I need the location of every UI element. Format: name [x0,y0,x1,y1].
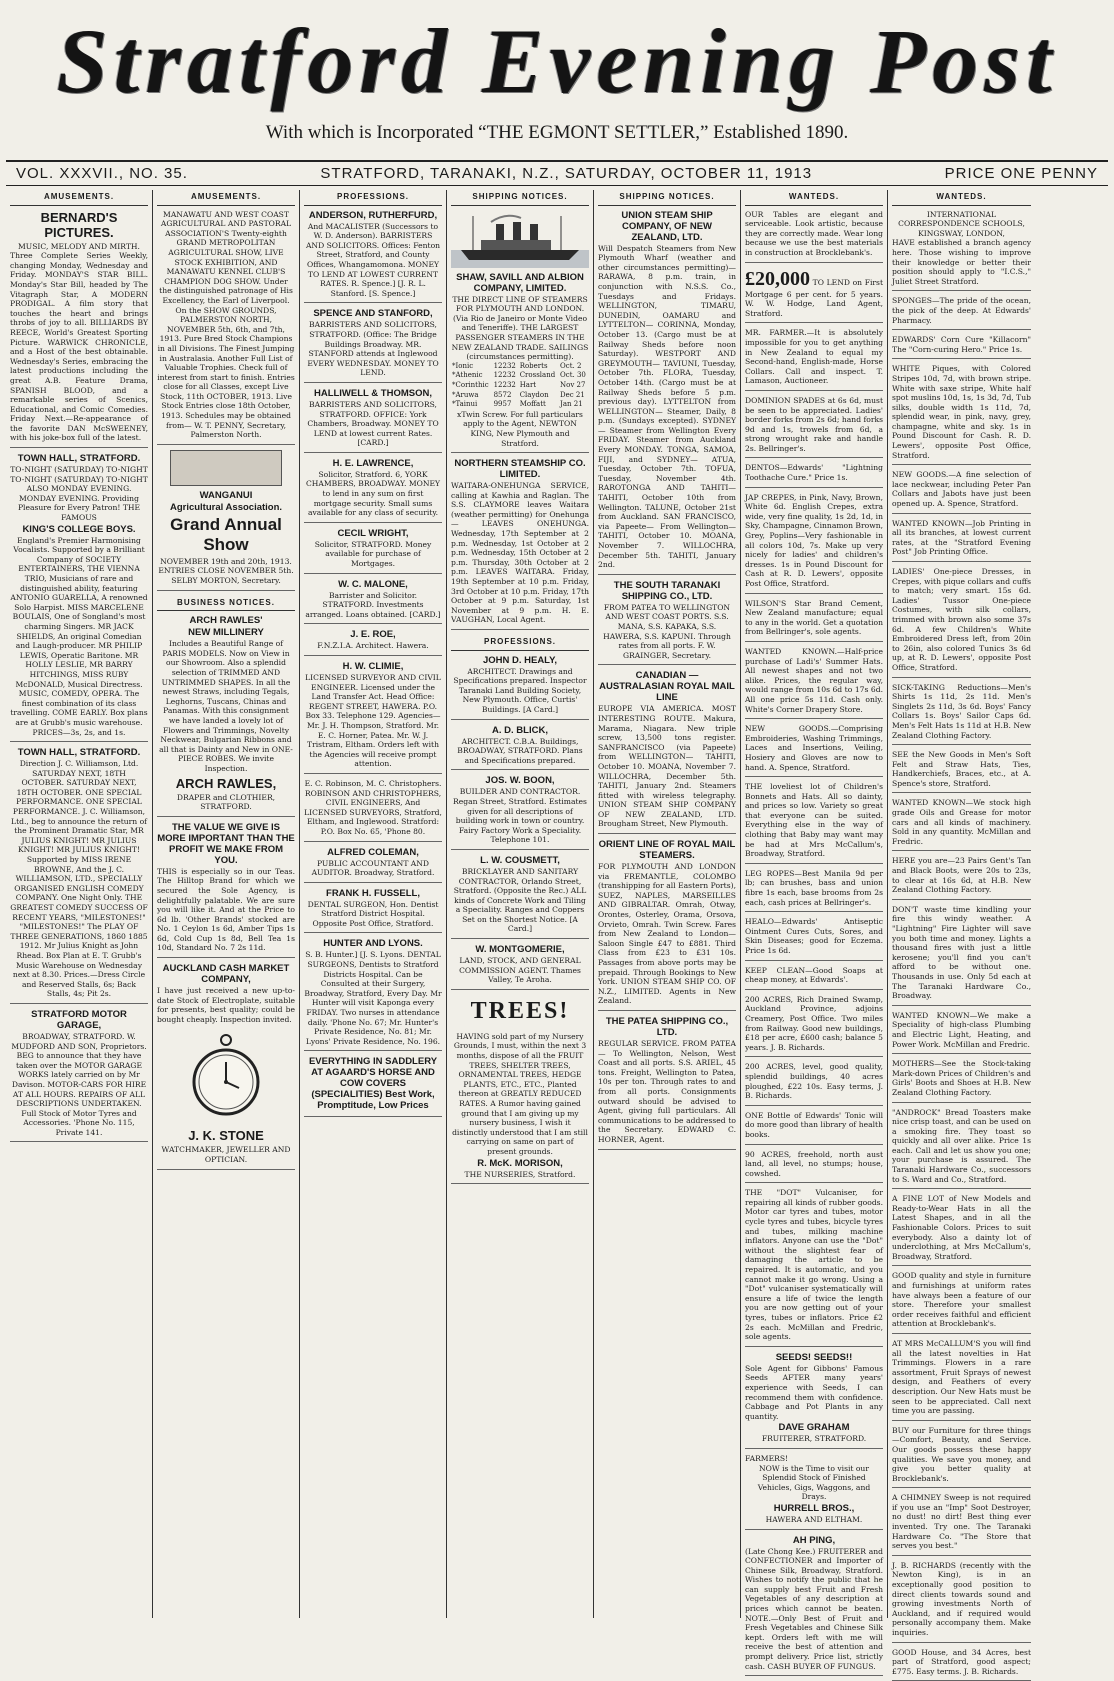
farmer-body: MR. FARMER.—It is absolutely impossible for you to get anything in New Zealand to equal my Second-hand, English-made, Horse Collars. Call and inspect. T. Lamason, Auctioneer. [745,328,883,386]
loan-ad [745,268,883,324]
orient-ad [598,839,736,1011]
bernards-body: Three Complete Series Weekly, changing Monday, Wednesday and Friday. MONDAY'S STAR BILL. Monday's Star Bill, headed by The Vitagraph Star, A MODERN PRODIGAL. A film story that touches the heart and brings throbs of joy to all. BILLIARDS BY REECE, World's Greatest Sporting Picture. WARWICK CHRONICLE, and a Host of the best obtainable. Wednesday's Series, embracing the latest productions including the great A.B. Feature Drama, SPANISH BLOOD, and a remarkable series of Scenics, Educational, and Comic Comedies. Friday Next.—Re-appearance of the favorite DAN McSWEENEY, with his joke-box full of the latest. [10,251,148,443]
printing-ad [892,519,1031,562]
keep-body: KEEP CLEAN—Good Soaps at cheap money, at Edwards'. [745,965,883,985]
auckland-ad [157,963,295,1170]
leg-ropes-ad [745,869,883,912]
saddlery-ad [304,1056,442,1117]
dot-body: THE "DOT" Vulcaniser, for repairing all kinds of rubber goods. Motor car tyres and tubes, motor cycle tyres and tubes, bicycle tyres and tubes, milking machine inflators. Anyone can use the "Dot" without the slightest fear of damaging the article to be repaired. It is automatic, and you cannot make it go wrong. Using a "Dot" vulcaniser systematically will ensure a life of twice the length you are now getting out of your tyres, tubes or inflators. Price £2 2s each. McMillan and Fredric, sole agents. [745,1188,883,1342]
farmers-ad [745,1454,883,1530]
townhall-2-title: TOWN HALL, STRATFORD. [17,747,141,759]
northern-title: NORTHERN STEAMSHIP CO. LIMITED. [454,458,586,481]
loveliest-body: THE loveliest lot of Children's Bonnets and Hats. All so dainty, and prices so low. Variety so great that everyone can be suited. Everything else in the way of clothing that Baby may want may be had at Mrs McCallum's, Broadway, Stratford. [745,782,883,859]
canadian-ad [598,670,736,834]
healy-body: ARCHITECT. Drawings and Specifications prepared. Inspector Taranaki Land Building Society, New Plymouth. Office, Curtis' Buildings. [A Card.] [453,666,587,714]
morison-body: THE NURSERIES, Stratford. [464,1169,576,1179]
ship-tons: 12232 [493,380,516,389]
spence-body: BARRISTERS AND SOLICITORS, STRATFORD. (Office: The Bridge Buildings Broadway. MR. STANFORD attends at Inglewood EVERY WEDNESDAY. MONEY TO LEND. [307,320,439,378]
seeds-body: Sole Agent for Gibbons' Famous Seeds AFTER many years' experience with Seeds, I can recommend them with confidence. Cabbage and Pot Plants in any quantity. [745,1363,883,1421]
halliwell-title: HALLIWELL & THOMSON, [313,387,433,399]
acres90-body: 90 ACRES, freehold, north aust land, all level, no stumps; house, cowshed. [745,1149,883,1178]
cousmett-title: L. W. COUSMETT, [480,854,560,866]
column-6 [741,190,888,1671]
place-date: STRATFORD, TARANAKI, N.Z., SATURDAY, OCTOBER 11, 1913 [320,165,813,182]
kings-college-title: KING'S COLLEGE BOYS. [22,523,136,535]
halliwell-ad [304,388,442,453]
south-taranaki-ad [598,580,736,666]
column-1-head: AMUSEMENTS. [10,190,148,206]
column-5 [594,190,741,1618]
wright-title: CECIL WRIGHT, [337,527,409,539]
dominion-ad [745,396,883,459]
tea-body: THIS is especially so in our Teas. The Hilltop Brand for which we secured the Sole Agency, is delightfully palatable. We are sure you will like it. And at the Price to 6d lb. 'Other Brands' stocked are No. 1 Ceylon 1s 6d, Amber Tips 1s 6d, Cold Cup 1s 8d, Bell Tea 1s 10d, Standard No. 7 2s 11d. [157,866,295,953]
cousmett-ad [451,855,589,939]
seeds-ad [745,1352,883,1449]
malone-title: W. C. MALONE, [338,578,408,590]
climie-body: LICENSED SURVEYOR AND CIVIL ENGINEER. Licensed under the Land Transfer Act. Head Office: REGENT STREET, HAWERA. P.O. Box 33. Telephone 129. Agencies— Mr. J. H. Thompson, Stratford. Mr. E. C. Horner, Patea. Mr. W. J. Tristram, Eltham. Orders left with the Agencies will receive prompt attention. [305,673,441,769]
rawles-title: ARCH RAWLES' [189,615,263,627]
anderson-body: And MACALISTER (Successors to W. D. Anderson). BARRISTERS AND SOLICITORS. Offices: Fenton Street, Stratford, and County Offices, Whangamomona. MONEY TO LEND AT LOWEST CURRENT RATES. R. Spence.] [J. R. L. Stanford. [S. Spence.] [305,221,441,298]
column-5-head: SHIPPING NOTICES. [598,190,736,206]
keep-clean-ad [745,966,883,990]
rawles-body: Includes a Beautiful Range of PARIS MODELS. Now on View in our Showroom. Also a splendid selection of TRIMMED AND UNTRIMMED SHAPES. In all the newest Straws, including Tegals, Leghorns, Tuscans, Chinas and Panamas. With this consignment we have landed a lovely lot of Flowers and Trimmings, Novelty Neckwear, Bulgarian Ribbons and all that is Dainty and New in ONE-PIECE ROBES. We invite Inspection. [159,639,293,773]
leg-body: LEG ROPES—Best Manila 9d per lb; can brushes, bass and union fibre 1s each, base brooms from 2s each, cash prices at Bellringer's. [745,868,883,907]
steamship-illustration [451,210,589,268]
lawrence-ad [304,458,442,523]
mccallum-body: AT MRS McCALLUM'S you will find all the latest novelties in Hat Trimmings. Flowers in a rare assortment, Fruit Sprays of newest design, and Feathers of every description. Our New Hats must be seen to be appreciated. Call next time you are passing. [892,1338,1031,1416]
masthead [0,0,1114,160]
newspaper-title: Stratford Evening Post [56,10,1058,112]
professions-head: PROFESSIONS. [451,635,589,651]
spence-title: SPENCE AND STANFORD, [313,308,433,320]
townhall-1-body: TO-NIGHT (SATURDAY) TO-NIGHT TO-NIGHT (SATURDAY) TO-NIGHT ALSO MONDAY EVENING. MONDAY EVENING. Providing Pleasure for Every Patron! THE FAMOUS [10,465,148,523]
business-notices-head: BUSINESS NOTICES. [157,596,295,612]
farmers-head: FARMERS! [745,1453,789,1463]
value-body: THE VALUE WE GIVE IS MORE IMPORTANT THAN THE PROFIT WE MAKE FROM YOU. [157,821,295,866]
ladies-body: LADIES' One-piece Dresses, in Crepes, with pique collars and cuffs to match; very smart. 15s 6d. Ladies' Tussor One-piece Costumes, with silk collars, trimmed with brown also some 37s 6d. A few Children's White Embroidered Dress left, from 20in to 26in, also colored Tunics 3s 6d up, at R. D. Lewers', opposite Post Office, Stratford. [892,567,1031,672]
garage-body: BROADWAY, STRATFORD. W. MUDFORD AND SON, Proprietors. BEG to announce that they have taken over the MOTOR GARAGE WORKS lately carried on by Mr Davison. MOTOR-CARS FOR HIRE AT ALL HOURS. REPAIRS OF ALL DESCRIPTIONS UNDERTAKEN. Full Stock of Motor Tyres and Accessories. 'Phone No. 115, Private 141. [11,1031,147,1137]
northern-ad [451,458,589,630]
lawrence-body: Solicitor, Stratford. 6, YORK CHAMBERS, BROADWAY. MONEY to lend in any sum on first mortgage security. Small sums available for any class of security. [305,469,441,518]
montgomerie-title: W. MONTGOMERIE, [475,944,565,956]
coleman-ad [304,847,442,883]
quality-body: GOOD quality and style in furniture and furnishings at uniform rates have always been a feature of our store. Therefore your smallest order receives faithful and efficient attention at Brocklebank's. [892,1271,1031,1329]
acres-90-ad [745,1150,883,1184]
bonnets-ad [745,782,883,864]
ship-tons: 9957 [493,400,512,409]
wright-body: Solicitor, STRATFORD. Money available for purchase of Mortgages. [314,539,432,569]
new-goods-ad [745,724,883,777]
ship-name: *Athenic [452,371,483,380]
bernards-title: BERNARD'S PICTURES. [40,209,118,240]
acres-200-ad [745,995,883,1058]
manawatu-body: MANAWATU AND WEST COAST AGRICULTURAL AND PASTORAL ASSOCIATION'S Twenty-eighth GRAND METROPOLITAN AGRICULTURAL SHOW, LIVE STOCK EXHIBITION, AND MANAWATU KENNEL CLUB'S CHAMPION DOG SHOW. Under the distinguished patronage of His Excellency, the Earl of Liverpool. On the SHOW GROUNDS, PALMERSTON NORTH, NOVEMBER 5th, 6th, and 7th, 1913. Pure Bred Stock Champions in all Divisions. The Finest Jumping in Australasia. Another Full List of Valuable Trophies. Check full of interest from start to finish. Entries close for all Classes, except Live Stock, 11th OCTOBER, 1913. Live Stock Entries close 18th October, 1913. Schedules may be obtained from— W. T. PENNY, Secretary, Palmerston North. [157,209,295,440]
wanganui-ad [157,450,295,591]
oils-body: WANTED KNOWN—We stock high grade Oils and Grease for motor cars and all kinds of machinery. Sold in any quantity. McMillan and Fredric. [892,798,1031,846]
sick-body: SICK-TAKING Reductions—Men's Shirts 1s 11d, 2s 11d. Men's Singlets 2s 11d, 3s 6d. Boys' Fancy Collars 1s. Boys' Sailor Caps 6d. Men's Felt Hats 1s 11d at H.B. New Zealand Clothing Factory. [892,682,1031,740]
fussell-ad [304,888,442,934]
hunter-ad [304,938,442,1051]
richards-ad [892,1561,1031,1643]
table-row [451,381,589,391]
sponges-body: SPONGES—The pride of the ocean, the pick of the deep. At Edwards' Pharmacy. [892,296,1031,325]
sponges-ad [892,296,1031,330]
tan-boots-ad [892,856,1031,899]
cousmett-body: BRICKLAYER AND SANITARY CONTRACTOR, Orlando Street, Stratford. (Opposite the Rec.) ALL kinds of Concrete Work and Tiling a Speciality. Ranges and Coppers Set on the Shortest Notice. [A Card.] [453,866,587,934]
union-title: UNION STEAM SHIP COMPANY, OF NEW ZEALAND, LTD. [621,209,713,243]
halliwell-body: BARRISTERS AND SOLICITORS, STRATFORD. OFFICE: York Chambers, Broadway. MONEY TO LEND at lowest current Rates. [CARD.] [307,399,439,448]
orient-title: ORIENT LINE OF ROYAL MAIL STEAMERS. [598,839,736,862]
south-title: THE SOUTH TARANAKI SHIPPING CO., LTD. [613,579,721,602]
richards-body: J. B. RICHARDS (recently with the Newton King), is in an exceptionally good position to direct clients towards sound and growing investments North of Auckland, and if required would personally accompany them. Make inquiries. [892,1560,1031,1637]
androck-ad [892,1108,1031,1190]
dentos-body: DENTOS—Edwards' "Lightning Toothache Cure." Price 1s. [745,463,883,483]
ship-name: *Tainui [452,400,478,409]
healy-title: JOHN D. HEALY, [482,654,558,666]
healo-ad [745,917,883,960]
fine-lot-ad [892,1194,1031,1266]
hunter-body: S. B. Hunter.] [J. S. Lyons. DENTAL SURGEONS, Dentists to Stratford Districts Hospital. Can be Consulted at their Surgery, Broadway, Stratford, Every Day. Mr Hunter will visit Kaponga every FRIDAY. Two nurses in attendance daily. 'Phone No. 67; Mr. Hunter's Private Residence, No. 81; Mr. Lyons' Private Residence, No. 196. [304,950,442,1046]
ship-date: Jan 21 [560,400,583,409]
see-body: SEE the New Goods in Men's Soft Felt and Straw Hats, Ties, Handkerchiefs, Braces, etc., at A. Spence's store, Stratford. [892,750,1031,788]
lace-body: NEW GOODS.—A fine selection of lace neckwear, including Peter Pan Collars and Jabots have just been opened up. A. Spence, Stratford. [892,470,1031,509]
auckland-body: I have just received a new up-to-date Stock of Electroplate, suitable for presents, best quality; could be bought cheaply. Inspection invited. [157,986,295,1024]
wanted-hats-ad [745,647,883,719]
saddlery-body: EVERYTHING IN SADDLERY AT AGAARD'S HORSE AND COW COVERS (SPECIALITIES) Best Work, Promptitude, Low Prices [308,1056,438,1112]
stone-title: J. K. STONE [188,1128,264,1144]
corn-body: EDWARDS' Corn Cure "Killacorn" The "Corn-curing Hero." Price 1s. [892,335,1031,354]
malone-body: Barrister and Solicitor. STRATFORD. Investments arranged. Loans obtained. [CARD.] [305,590,441,619]
column-2 [153,190,300,1618]
shaw-title: SHAW, SAVILL AND ALBION COMPANY, LIMITED. [456,271,584,294]
healo-body: HEALO—Edwards' Antiseptic Ointment Cures Cuts, Sores, and Skin Diseases; good for Eczema. Price 1s 6d. [745,917,883,955]
roe-body: F.N.Z.I.A. Architect. Hawera. [317,641,429,651]
column-4 [447,190,594,1618]
shaw-footer: xTwin Screw. For full particulars apply to the Agent, NEWTON KING, New Plymouth and Stratford. [457,409,583,448]
mothers-body: MOTHERS—See the Stock-taking Mark-down Prices of Children's and Girls' Boots and Shoes at H.B. New Zealand Clothing Factory. [892,1059,1031,1097]
bernards-subtitle: MUSIC, MELODY AND MIRTH. [18,241,140,251]
union-ad [598,210,736,575]
rawles-2-title: ARCH RAWLES, [175,775,277,791]
column-6-head: WANTEDS. [745,190,883,206]
garage-ad [10,1009,148,1143]
column-3 [300,190,447,1618]
mccallum-ad [892,1339,1031,1421]
northern-body: WAITARA-ONEHUNGA SERVICE, calling at Kawhia and Raglan. The S.S. CLAYMORE leaves Waitara (weather permitting) for Onehunga— LEAVES ONEHUNGA. Wednesday, 17th September at 2 p.m. Wednesday, 1st October at 2 p.m. Wednesday, 15th October at 2 p.m. Thursday, 30th October at 2 p.m. LEAVES WAITARA. Friday, 19th September at 10 p.m. Friday, 3rd October at 10 p.m. Friday, 17th October at 9 p.m. Saturday, 1st November at 9 p.m. H. E. VAUGHAN, Local Agent. [451,481,589,625]
roe-ad [304,629,442,656]
union-body: Will Despatch Steamers from New Plymouth Wharf (weather and other circumstances permitting)— RARAWA, 8 p.m. train, in conjunction with N.S.S. Co., Tuesdays and Fridays. WELLINGTON, TIMARU, DUNEDIN, OAMARU and LYTTELTON— CORINNA, Monday, October 13. (Cargo must be at Railway Sheds before noon Saturday). WESTPORT AND GREYMOUTH— TAVIUNI, Tuesday, October 7th. FLORA, Tuesday, October 14th. (Cargo must be at Railway Sheds before 5 p.m. previous day). LYTTELTON from WELLINGTON— Steamer, Daily, 8 p.m. (Sundays excepted). SYDNEY— Steamer from Wellington Every FRIDAY. Steamer from Auckland Every MONDAY. TONGA, SAMOA, FIJI, and SYDNEY— ATUA, Tuesday, October 7th. TOFUA, Tuesday, November 4th. RAROTONGA AND TAHITI— TAHITI, October 10th from Wellington. TALUNE, October 21st from Auckland. SAN FRANCISCO, via Papeete— From Wellington— TAHITI, October 10. MOANA, November 7. WILLOCHRA, December 5th. TAHITI, January 2nd. [598,243,736,570]
ship-tons: 12232 [493,361,516,370]
bernards-ad [10,210,148,448]
boon-title: JOS. W. BOON, [485,775,555,787]
lace-ad [892,470,1031,513]
patea-ad [598,1016,736,1150]
trees-title: TREES! [470,997,570,1024]
montgomerie-body: LAND, STOCK, AND GENERAL COMMISSION AGENT. Thames Valley, Te Aroha. [459,956,581,985]
ship-commander: Roberts [519,361,548,370]
ship-commander: Claydon [519,390,549,399]
rawles-millinery-ad [157,615,295,817]
robinson-ad [304,779,442,842]
quality-ad [892,1271,1031,1334]
boon-body: BUILDER AND CONTRACTOR. Regan Street, Stratford. Estimates given for all descriptions of building work in town or country. Fairy Factory Work a Speciality. Telephone 101. [453,787,587,845]
value-ad [157,822,295,958]
trees-body: HAVING sold part of my Nursery Grounds, I must, within the next 3 months, dispose of all the FRUIT TREES, SHELTER TREES, ORNAMENTAL TREES, HEDGE PLANTS, ETC., ETC., Planted thereon at GREATLY REDUCED RATES. A Rumor having gained ground that I am giving up my nursery business, I wish it distinctly understood that I am still carrying on same on part of present grounds. [452,1031,588,1156]
newspaper-subtitle: With which is Incorporated “THE EGMONT SETTLER,” Established 1890. [265,122,849,143]
orient-body: FOR PLYMOUTH AND LONDON via FREMANTLE, COLOMBO (transhipping for all Eastern Ports), SUEZ, NAPLES, MARSEILLES AND GIBRALTAR. Omrah, Otway, Orontes, Osterley, Orama, Orsova, Orvieto, Omrah. Twin Screw. Fares from New Zealand to London— Saloon Single £47 to £881. Third Class from £23 to £31 10s. Passages from above ports may be prepaid. Through Bookings to New York. UNION STEAM SHIP CO. OF N.Z., LIMITED. Agents in New Zealand. [598,862,736,1006]
fire-body: DON'T waste time kindling your fire this windy weather. A "Lightning" Fire Lighter will save you both time and money. Lights a thousand fires with just a little kerosene; you'll find you can't afford to be without one. Thousands in use. Only 5d each at The Taranaki Hardware Co., Broadway. [892,904,1031,1001]
climie-title: H. W. CLIMIE, [342,661,404,672]
ship-commander: Hart [519,380,537,389]
blick-body: ARCHITECT. C.B.A. Buildings, BROADWAY, STRATFORD. Plans and Specifications prepared. [457,736,583,765]
tables-ad [745,210,883,263]
blick-ad [451,725,589,771]
column-7 [888,190,1035,1676]
bottle-body: ONE Bottle of Edwards' Tonic will do more good than library of health books. [745,1110,883,1139]
patea-title: THE PATEA SHIPPING CO., LTD. [605,1015,729,1038]
mothers-ad [892,1059,1031,1102]
white-piques-ad [892,364,1031,465]
grand-show-title: Grand Annual Show [170,514,282,554]
ship-tons: 12232 [493,371,516,380]
pocket-watch-illustration [157,1030,295,1122]
loan-amount: £20,000 [745,267,810,290]
column-4-head: SHIPPING NOTICES. [451,190,589,206]
fussell-title: FRANK H. FUSSELL, [326,887,420,899]
house-ad [892,1648,1031,1681]
house-body: GOOD House, and 34 Acres, best part of Stratford, good aspect; £775. Easy terms. J. B. Richards. [892,1647,1031,1676]
ship-date: Dec 21 [560,390,585,399]
farmers-body: NOW is the Time to visit our Splendid Stock of Finished Vehicles, Gigs, Waggons, and Drays. [757,1463,871,1502]
coleman-title: ALFRED COLEMAN, [327,846,419,858]
ahping-body: (Late Chong Kee.) FRUITERER and CONFECTIONER and Importer of Chinese Silk, Broadway, Stratford. Wishes to notify the public that he can supply best Fruit and Fresh Vegetables of any description at prices which cannot be beaten. NOTE.—Only Best of Fruit and Fresh Vegetables and Chinese Silk kept. Orders left with me will receive the best of attention and prompt delivery. Price list, strictly cash. CASH BUYER OF FUNGUS. [745,1546,883,1671]
healy-ad [451,655,589,720]
tan-body: HERE you are—23 Pairs Gent's Tan and Black Boots, were 20s to 23s, to clear at 16s 6d, at H.B. New Zealand Clothing Factory. [892,856,1031,895]
canadian-title: CANADIAN — AUSTRALASIAN ROYAL MAIL LINE [599,670,735,704]
townhall-2-body: Direction J. C. Williamson, Ltd. SATURDAY NEXT, 18TH OCTOBER. SATURDAY NEXT, 18TH OCTOBER. ONE SPECIAL PERFORMANCE. ONE SPECIAL PERFORMANCE. J. C. Williamson, Ltd., beg to announce the return of the Prominent Dramatic Star, MR JULIUS KNIGHT! MR JULIUS KNIGHT! MR JULIUS KNIGHT! Supported by MISS IRENE BROWNE, And the J. C. WILLIAMSON, LTD., SPECIALLY ORGANISED ENGLISH COMEDY COMPANY. One Night Only. THE GREATEST COMEDY SUCCESS OF RECENT YEARS, "MILESTONES!" "MILESTONES!" The PLAY OF THREE GENERATIONS, 1860 1885 1912. Mr Julius Knight as John Rhead. Box Plan at E. T. Grubb's Music Warehouse on Wednesday next at 8.30. Prices.—Dress Circle and Reserved Stalls, 6s; Back Stalls, 4s; Pit 2s. [10,759,148,999]
ship-date: Oct. 30 [560,371,586,380]
oils-ad [892,798,1031,851]
acres200b-body: 200 ACRES, level, good quality, splendid buildings, 40 acres ploughed, £22 10s. Easy terms, J. B. Richards. [745,1062,883,1101]
ics-body: INTERNATIONAL CORRESPONDENCE SCHOOLS, KINGSWAY, LONDON, [898,209,1025,238]
column-7-head: WANTEDS. [892,190,1031,206]
ship-tons: 8572 [493,390,512,399]
patea-body: REGULAR SERVICE. FROM PATEA— To Wellington, Nelson, West Coast and all ports. S.S. ARIEL, 45 tons. Freight, Wellington to Patea, 10s per ton. Through rates to and from all ports. Consignments outward should be advised to Agent, giving full particulars. All communications to be addressed to the Secretary. EDWARD C. HORNER, Agent. [598,1038,736,1144]
acres200-body: 200 ACRES, Rich Drained Swamp, Auckland Province, adjoins Creamery, Post Office. Two miles from Railway. Good new buildings, £18 per acre, £600 cash; balance 5 years. J. B. Richards. [745,994,883,1052]
ahping-ad [745,1535,883,1677]
printing-body: WANTED KNOWN—Job Printing in all its branches, at lowest current rates, at the "Stratford Evening Post" Job Printing Office. [892,518,1031,557]
table-row [451,362,589,372]
hurrell-title: HURRELL BROS., [773,1502,855,1514]
wanganui-title: WANGANUI [199,489,253,501]
reductions-ad [892,683,1031,746]
volume-number: VOL. XXXVII., NO. 35. [16,165,188,182]
horse-illustration [170,450,282,486]
androck-body: "ANDROCK" Bread Toasters make nice crisp toast, and can be used on a smoking fire. They toast so quickly and all over alike. Price 1s each. Call and let us show you one; your purchase is assured. The Taranaki Hardware Co., successors to S. Ward and Co., Stratford. [892,1107,1031,1184]
kings-college-body: England's Premier Harmonising Vocalists. Supported by a Brilliant Company of SOCIETY ENTERTAINERS, THE VIENNA TRIO, Musicians of rare and distinguished ability, featuring ANTONIO GUARELLA, A renowned Solo Harpist. MISS MARCELENE BOULAIS, One of Songland's most charming Singers. MR JACK SHIELDS, An original Comedian and Laugh-producer. MR PHILIP LEWIS, Operatic Baritone. MR HOLLY LESLIE, MR BARRY HITCHINGS, MISS RUBY McDONALD, Musical Directress. MUSIC, COMEDY, OPERA. The finest combination of its class travelling. COME EARLY. Box plans are at Grubb's music warehouse. PRICES—3s, 2s, and 1s. [10,535,148,737]
table-row [451,400,589,410]
price: PRICE ONE PENNY [944,165,1098,182]
anderson-ad [304,210,442,304]
graham-body: FRUITERER, STRATFORD. [761,1434,867,1444]
shaw-body: THE DIRECT LINE OF STEAMERS FOR PLYMOUTH AND LONDON. (Via Rio de Janeiro or Monte Video and Teneriffe). THE LARGEST PASSENGER STEAMERS IN THE NEW ZEALAND TRADE. SAILINGS (circumstances permitting). [451,294,589,362]
seeds-title: SEEDS! SEEDS!! [775,1351,853,1363]
ics-ad [892,210,1031,292]
morison-title: R. McK. MORISON, [477,1157,563,1169]
townhall-ad-2 [10,747,148,1004]
column-1 [6,190,153,1618]
farmer-ad [745,328,883,391]
dot-ad [745,1188,883,1347]
table-row [451,371,589,381]
ship-date: Oct. 2 [560,361,582,370]
townhall-ad-1 [10,453,148,742]
newgoods-body: NEW GOODS.—Comprising Embroideries, Washing Trimmings, Laces and Insertions, Veiling, Hosiery and Gloves are now to hand. A. Spence, Stratford. [745,724,883,772]
wanganui-subtitle: Agricultural Association. [169,501,283,513]
ship-date: Nov 27 [560,380,586,389]
ship-name: *Aruwa [452,390,479,399]
chimney-ad [892,1493,1031,1556]
graham-title: DAVE GRAHAM [778,1422,850,1434]
wanted-body: WANTED KNOWN.—Half-price purchase of Ladi's' Summer Hats. All newest shapes and not two alike. Prices, the regular way, would range from 10s 6d to 17s 6d. All one price 5s 11d. Cash only. White's Corner Drapery Store. [745,646,883,714]
millinery-title: NEW MILLINERY [188,627,264,639]
townhall-1-title: TOWN HALL, STRATFORD. [17,453,141,465]
robinson-body: E. C. Robinson, M. C. Christophers. ROBINSON AND CHRISTOPHERS, CIVIL ENGINEERS, And LICENSED SURVEYORS, Stratford, Eltham, and Inglewood. Stratford: P.O. Box No. 65, 'Phone 80. [304,778,442,836]
table-row [451,391,589,401]
rawles-2-body: DRAPER and CLOTHIER, STRATFORD. [176,792,276,812]
malone-ad [304,579,442,625]
ship-commander: Moffatt [519,400,546,409]
columns [6,190,1108,1676]
acres-200b-ad [745,1062,883,1105]
hurrell-body: HAWERA AND ELTHAM. [765,1514,863,1524]
lawrence-title: H. E. LAWRENCE, [332,457,414,469]
column-3-head: PROFESSIONS. [304,190,442,206]
coleman-body: PUBLIC ACCOUNTANT AND AUDITOR. Broadway, Stratford. [311,858,435,878]
wright-ad [304,528,442,574]
loan-body: TO LEND on First Mortgage 6 per cent. for 5 years. W. W. Hodge, Land Agent, Stratford. [745,277,883,318]
see-ad [892,750,1031,793]
chimney-body: A CHIMNEY Sweep is not required if you use an "Imp" Soot Destroyer, no dust! no dirt! Best thing ever invented. Try one. The Taranaki Hardware Co. "The Store that serves you best." [892,1493,1031,1551]
tables-body: OUR Tables are elegant and serviceable. Look artistic, because they are correctly made. Wear long because we use the best materials in construction at Brocklebank's. [745,209,883,257]
fine-body: A FINE LOT of New Models and Ready-to-Wear Hats in all the Latest Shapes, and in all the Fashionable Colors. Prices to suit everybody. Also a dainty lot of underclothing, at Mrs McCallum's, Broadway, Stratford. [892,1194,1031,1261]
plumbing-ad [892,1011,1031,1054]
corn-cure-ad [892,335,1031,359]
auckland-title: AUCKLAND CASH MARKET COMPANY, [162,963,290,986]
wilson-ad [745,599,883,642]
wilson-body: WILSON'S Star Brand Cement, New Zealand manufacture; equal to any in the world. Get a quotation from Bellringer's, sole agents. [745,598,883,637]
south-body: FROM PATEA TO WELLINGTON AND WEST COAST PORTS. S.S. MANA, S.S. KAPAKA, S.S. HAWERA, S.S. KAPUNI. Through rates from all ports. F. W. GRAINGER, Secretary. [603,602,731,660]
garage-title: STRATFORD MOTOR GARAGE, [31,1008,127,1031]
sailings-table [451,362,589,410]
ladies-ad [892,567,1031,678]
boon-ad [451,775,589,850]
trees-ad [451,996,589,1184]
anderson-title: ANDERSON, RUTHERFURD, [308,209,438,221]
ics2-body: HAVE established a branch agency here. Those wishing to improve their knowledge or better their position should apply to "I.C.S.," Juliet Street Stratford. [892,238,1031,286]
fire-lighter-ad [892,905,1031,1006]
spence-ad [304,308,442,383]
wanganui-body: NOVEMBER 19th and 20th, 1913. ENTRIES CLOSE NOVEMBER 5th. SELBY MORTON, Secretary. [158,556,294,586]
climie-ad [304,661,442,774]
plumbing-body: WANTED KNOWN—We make a Speciality of high-class Plumbing and Electric Light, Heating, and Power Work. McMillan and Fredric. [892,1010,1031,1049]
dentos-ad [745,463,883,487]
dominion-body: DOMINION SPADES at 6s 6d, must be seen to be appreciated. Ladies' border forks from 2s 6d; hand forks 9d and 1s, trowels from 6d, a strong wrought rake and handle 2s. Bellringer's. [745,395,883,453]
jap-body: JAP CREPES, in Pink, Navy, Brown, White 6d. English Crepes, extra wide, very fine quality, 1s 2d, 1d, in Sky, Champagne, Cinnamon Brown, Grey, Poplins—Very fashionable in all colors 10d, 7s. Make up very nicely for ladies' and children's dresses. 1s in Pound Discount for Cash at R. D. Lewers', opposite Post Office, Stratford. [745,492,884,588]
jap-crepes-ad [745,493,883,594]
buy-body: BUY our Furniture for three things—Comfort, Beauty, and Service. Our goods possess these happy qualities. We save you money, and give you better quality at Brocklebank's. [892,1425,1031,1483]
ship-commander: Crossland [519,371,556,380]
ship-name: *Corinthic [452,380,489,389]
ahping-title: AH PING, [792,1534,836,1546]
dateline [6,160,1108,186]
shaw-savill-ad [451,210,589,454]
furniture-ad [892,1426,1031,1489]
white-body: WHITE Piques, with Colored Stripes 10d, 7d, with brown stripe. White with saxe stripe, White half spot muslins 10d, 1s, 1s 3d, 7d, Tub silks, double width 1s 11d, 7d, splendid wear, in pink, navy, grey, champagne, white and sky. 1s in Pound Discount for Cash. R. D. Lewers', opposite Post Office, Stratford. [892,364,1031,460]
montgomerie-ad [451,944,589,990]
fussell-body: DENTAL SURGEON, Hon. Dentist Stratford District Hospital. Opposite Post Office, Stratford. [307,899,439,928]
stone-body: WATCHMAKER, JEWELLER AND OPTICIAN. [161,1145,291,1165]
hunter-title: HUNTER AND LYONS. [323,938,423,950]
manawatu-ad [157,210,295,445]
roe-title: J. E. ROE, [350,629,396,641]
ship-name: *Ionic [452,361,474,370]
tonic-ad [745,1111,883,1145]
column-2-head: AMUSEMENTS. [157,190,295,206]
canadian-body: EUROPE VIA AMERICA. MOST INTERESTING ROUTE. Makura, Marama, Niagara. New triple screw, 13,500 tons register. SANFRANCISCO (via Papeete) from WELLINGTON— TAHITI, October 10. MOANA, November 7. WILLOCHRA, December 5th. TAHITI, January 2nd. Steamers fitted with wireless telegraphy. UNION STEAM SHIP COMPANY OF NEW ZEALAND, LTD. Brougham Street, New Plymouth. [598,704,736,829]
blick-title: A. D. BLICK, [492,724,548,736]
